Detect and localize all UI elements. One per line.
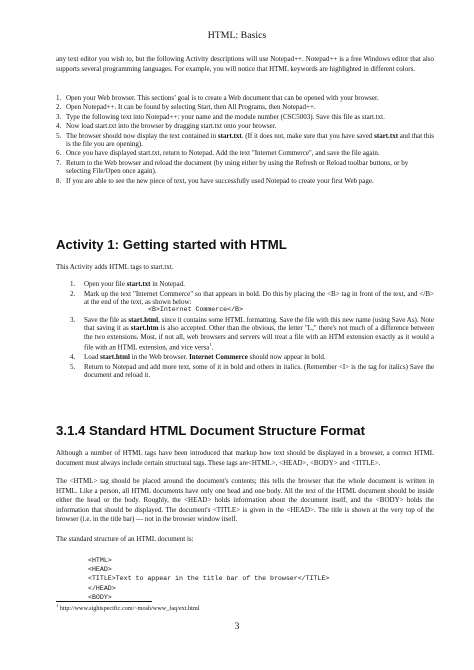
page-number: 3 — [234, 622, 240, 632]
footnote-ref: 1 — [209, 341, 212, 347]
activity-heading: Activity 1: Getting started with HTML — [56, 237, 287, 252]
activity-intro: This Activity adds HTML tags to start.txt. — [56, 263, 174, 271]
list-item: 5. The browser should now display the text contained in start.txt. (If it does not, make sure that you have saved start.txt and that this is the file you are opening). — [56, 131, 435, 149]
code-line: <HTML> — [88, 557, 112, 564]
list-item: 1. Open your file start.txt in Notepad. — [70, 280, 185, 288]
list-item: 1. Open your Web browser. This sections’ goal is to create a Web document that can be opened with your browser. — [56, 94, 379, 102]
list-item: 6. Once you have displayed start.txt, return to Notepad. Add the text "Internet Commerce", and save the file again. — [56, 149, 380, 158]
list-item: 3. Type the following text into Notepad++: your name and the module number (CSC5003). Save this file as start.txt. — [56, 112, 385, 121]
list-item: 2. Mark up the text "Internet Commerce" so that appears in bold. Do this by placing the <B> tag in front of the text, and </B> at the end of the text, as shown below: <B>Internet Commerce</B> — [70, 289, 434, 314]
footnote: $^1$ http://www.sightspecific.com/~mosh/www_faq/ext.html — [56, 603, 200, 613]
code-line: <HEAD> — [88, 566, 112, 574]
list-item: 3. Save the file as start.html, since it contains some HTML formatting. Save the file with this new name (using Save As). Note that saving it as start.htm is also accepted. Other than the obvious, the letter "L," there's not much of a difference between the two extensions. Most, if not all, web browsers and servers will treat a file with an HTM extension exactly as it would a file with an HTML extension, and vice versa$^1$. — [70, 315, 434, 352]
footnote-divider — [56, 601, 152, 602]
steps-list — [56, 94, 434, 186]
section-paragraph-1: Although a number of HTML tags have been introduced that markup how text should be displayed in a browser, a correct HTML document must always include certain structural tags. These tags are<HTML>, <HEAD>, <BODY> and <TITLE>. — [56, 449, 434, 467]
code-snippet: <B>Internet Commerce</B> — [148, 306, 243, 314]
list-item: 4. Now load start.txt into the browser by dragging start.txt onto your browser. — [56, 122, 277, 131]
activity-steps-list — [56, 280, 434, 381]
list-item: 2. Open Notepad++. It can be found by selecting Start, then All Programs, then Notepad++. — [56, 103, 316, 112]
code-block — [88, 556, 329, 602]
section-paragraph-3: The standard structure of an HTML document is: — [56, 535, 194, 543]
intro-paragraph: any text editor you wish to, but the following Activity descriptions will use Notepad++. Notepad++ is a free Windows editor that also supports several programming languages. For example, you will notice that HTML keywords are highlighted in different colors. — [56, 55, 434, 73]
code-line: <TITLE>Text to appear in the title bar of the browser</TITLE> — [88, 575, 330, 583]
list-item: 7. Return to the Web browser and reload the document (by using either by using the Refresh or Reload toolbar buttons, or by selecting File/Open once again). — [56, 158, 409, 176]
section-paragraph-2: The <HTML> tag should be placed around the document's contents; this tells the browser that the whole document is written in HTML. Like a person, all HTML documents have only one head and one body. All the text of the HTML document should be inside either the head or the body. Roughly, the <HEAD> holds information about the document itself, and the <BODY> holds the information that should be displayed. The document's <TITLE> is given in the <HEAD>. The title is shown at the very top of the browser (i.e. in the title bar) — not in the browser window itself. — [56, 477, 434, 523]
list-item: 5. Return to Notepad and add more text, some of it in bold and others in italics. (Remember <I> is the tag for italics) Save the document and reload it. — [70, 362, 434, 379]
list-item: 8. If you are able to see the new piece of text, you have successfully used Notepad to create your first Web page. — [56, 176, 374, 185]
code-line: </HEAD> — [88, 584, 116, 592]
section-heading: 3.1.4 Standard HTML Document Structure Format — [56, 423, 365, 438]
code-line: <BODY> — [88, 593, 112, 601]
list-item: 4. Load start.html in the Web browser. Internet Commerce should now appear in bold. — [70, 352, 326, 361]
running-header: HTML: Basics — [207, 30, 267, 41]
